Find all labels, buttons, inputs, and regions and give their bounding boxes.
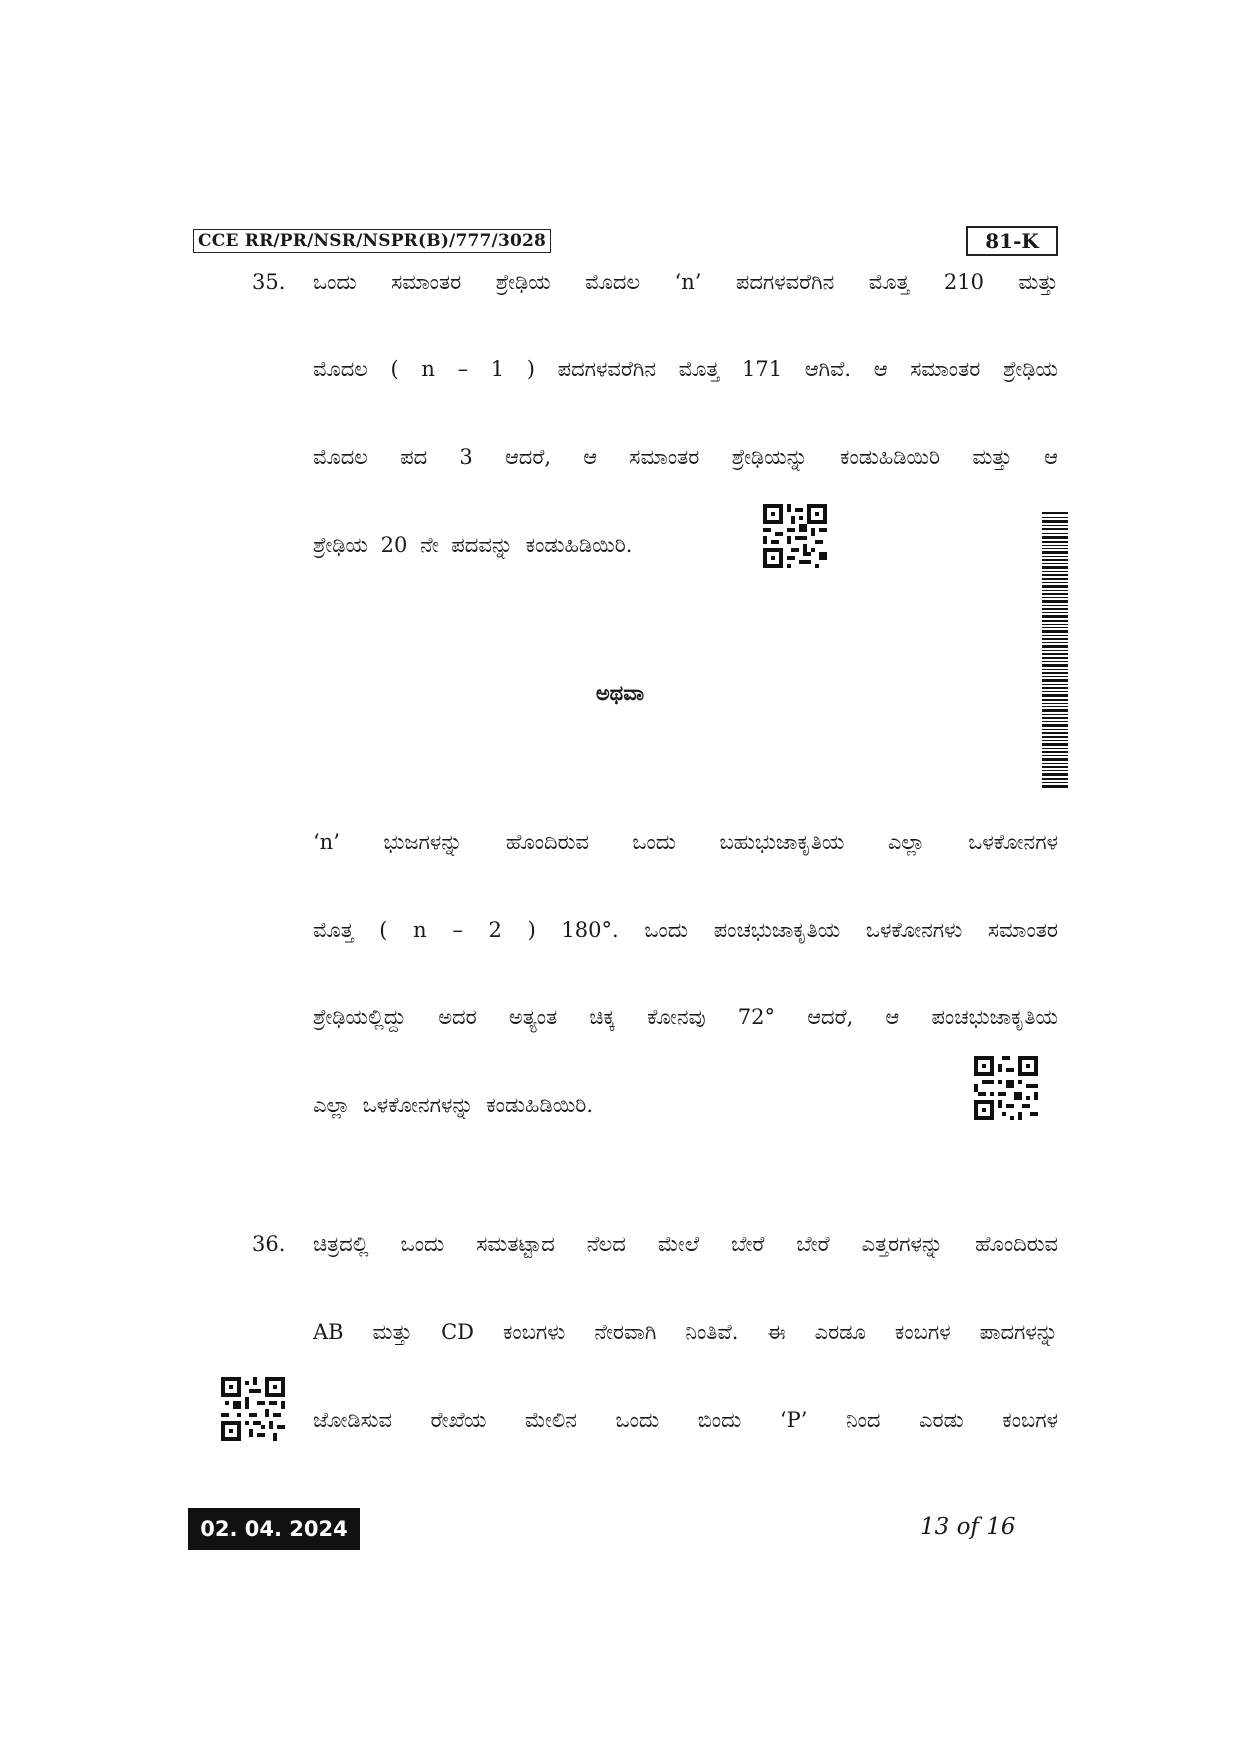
or-separator: ಅಥವಾ (595, 680, 645, 705)
exam-date: 02. 04. 2024 (188, 1508, 360, 1550)
paper-code: CCE RR/PR/NSR/NSPR(B)/777/3028 (193, 229, 551, 253)
q36-line-2: AB ಮತ್ತು CD ಕಂಬಗಳು ನೇರವಾಗಿ ನಿಂತಿವೆ. ಈ ಎರಡೂ ಕಂಬಗಳ ಪಾದಗಳನ್ನು (313, 1320, 1058, 1344)
qr-code-icon (763, 504, 827, 568)
question-number-36: 36. (252, 1232, 286, 1256)
qr-code-icon (974, 1056, 1038, 1120)
q35-line-1: ಒಂದು ಸಮಾಂತರ ಶ್ರೇಢಿಯ ಮೊದಲ ‘n’ ಪದಗಳವರೆಗಿನ ಮೊತ್ತ 210 ಮತ್ತು (313, 270, 1058, 294)
qr-code-icon (221, 1377, 285, 1441)
q36-line-3: ಜೋಡಿಸುವ ರೇಖೆಯ ಮೇಲಿನ ಒಂದು ಬಿಂದು ‘P’ ನಿಂದ ಎರಡು ಕಂಬಗಳ (313, 1408, 1058, 1432)
question-number-35: 35. (252, 270, 286, 294)
q35-alt-line-1: ‘n’ ಭುಜಗಳನ್ನು ಹೊಂದಿರುವ ಒಂದು ಬಹುಭುಜಾಕೃತಿಯ ಎಲ್ಲಾ ಒಳಕೋನಗಳ (313, 830, 1058, 854)
q35-alt-line-4: ಎಲ್ಲಾ ಒಳಕೋನಗಳನ್ನು ಕಂಡುಹಿಡಿಯಿರಿ. (313, 1093, 594, 1117)
q35-line-3: ಮೊದಲ ಪದ 3 ಆದರೆ, ಆ ಸಮಾಂತರ ಶ್ರೇಢಿಯನ್ನು ಕಂಡುಹಿಡಿಯಿರಿ ಮತ್ತು ಆ (313, 445, 1058, 469)
q35-alt-line-2: ಮೊತ್ತ ( n – 2 ) 180°. ಒಂದು ಪಂಚಭುಜಾಕೃತಿಯ ಒಳಕೋನಗಳು ಸಮಾಂತರ (313, 918, 1058, 942)
q36-line-1: ಚಿತ್ರದಲ್ಲಿ ಒಂದು ಸಮತಟ್ಟಾದ ನೆಲದ ಮೇಲೆ ಬೇರೆ ಬೇರೆ ಎತ್ತರಗಳನ್ನು ಹೊಂದಿರುವ (313, 1232, 1058, 1256)
q35-line-2: ಮೊದಲ ( n – 1 ) ಪದಗಳವರೆಗಿನ ಮೊತ್ತ 171 ಆಗಿವೆ. ಆ ಸಮಾಂತರ ಶ್ರೇಢಿಯ (313, 357, 1058, 381)
subject-code: 81-K (966, 226, 1058, 256)
q35-line-4: ಶ್ರೇಢಿಯ 20 ನೇ ಪದವನ್ನು ಕಂಡುಹಿಡಿಯಿರಿ. (313, 533, 633, 557)
page-number: 13 of 16 (920, 1514, 1016, 1540)
barcode-icon (1042, 512, 1068, 788)
q35-alt-line-3: ಶ್ರೇಢಿಯಲ್ಲಿದ್ದು ಅದರ ಅತ್ಯಂತ ಚಿಕ್ಕ ಕೋನವು 72° ಆದರೆ, ಆ ಪಂಚಭುಜಾಕೃತಿಯ (313, 1005, 1058, 1029)
